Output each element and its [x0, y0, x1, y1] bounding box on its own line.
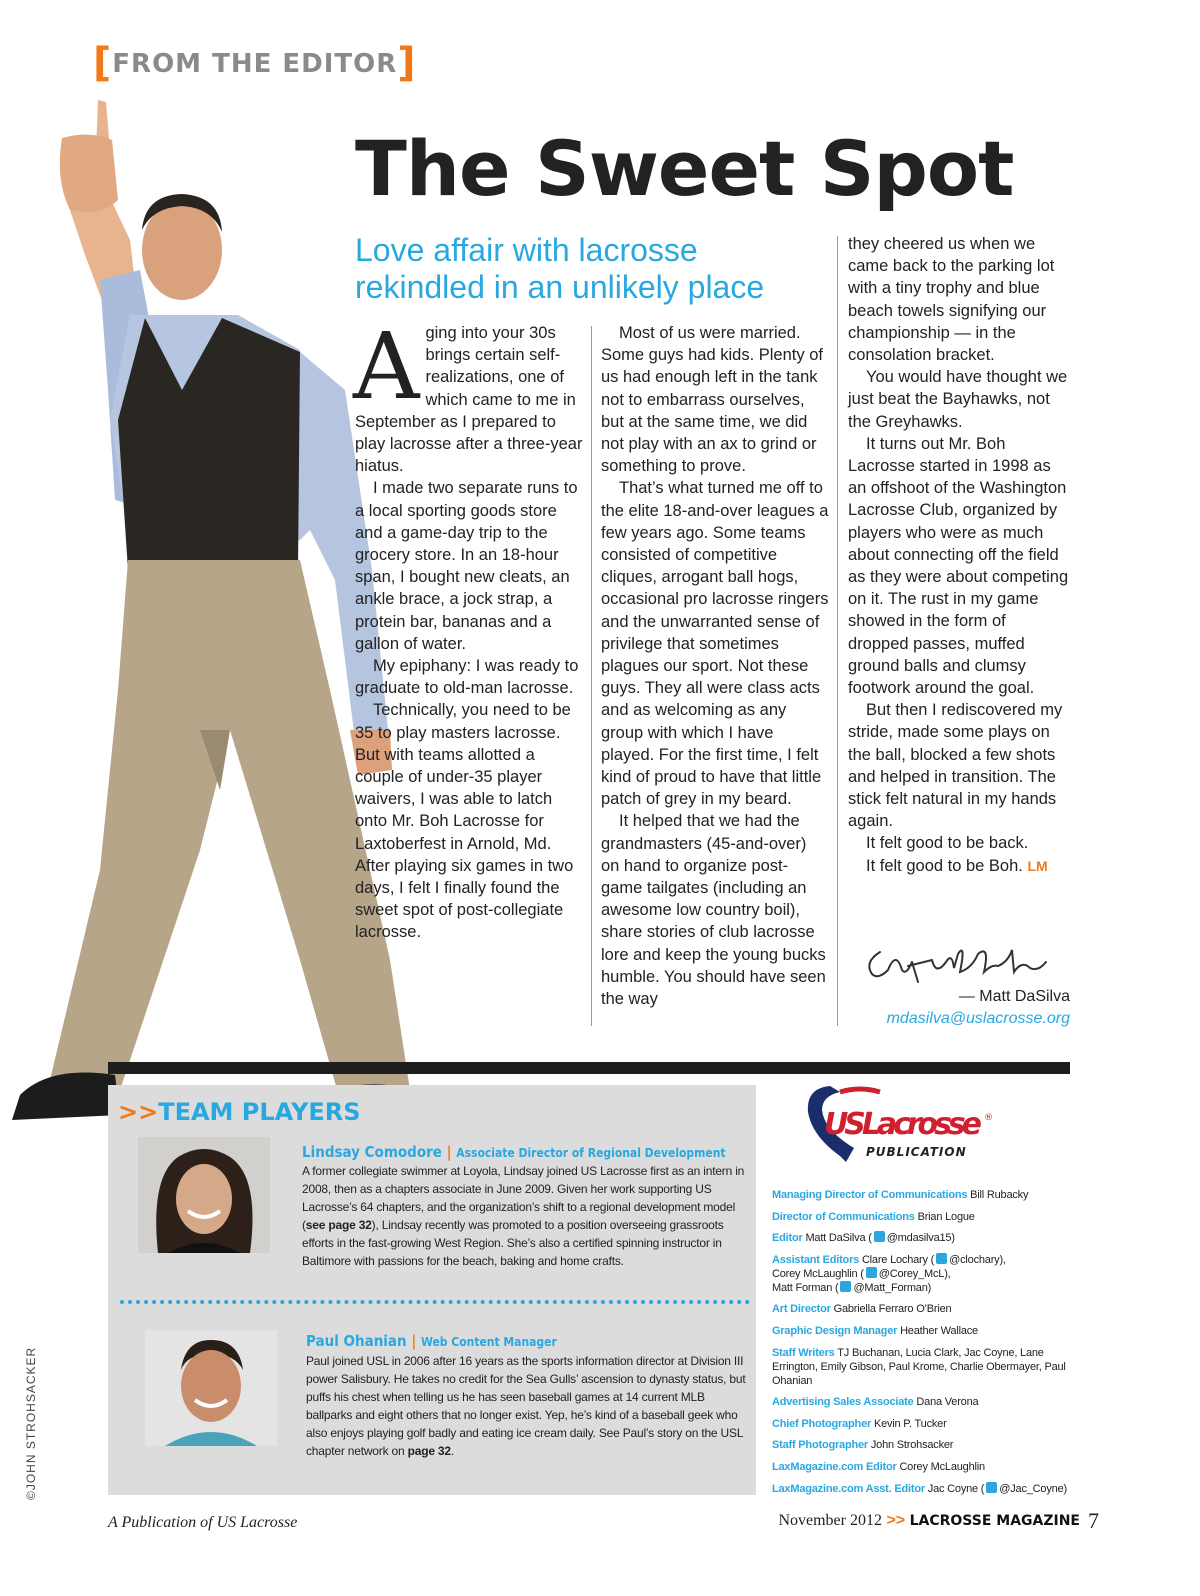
twitter-icon — [866, 1267, 877, 1278]
member-bio: Paul joined USL in 2006 after 16 years as the sports information director at Division III power Salisbury. He takes no credit for the Sea Gulls’ ascension to dynasty status, but puffs his chest when telling us he has seen baseball games at 14 current MLB ballparks and eight others that no longer exist. Yep, he’s kind of a baseball geek who also enjoys playing golf badly and eating ice cream daily. See Paul’s story on the USL chapter network on page 32. — [306, 1354, 746, 1458]
paragraph: Most of us were married. Some guys had kids. Plenty of us had enough left in the tank not to embarrass ourselves, but at the same time, we did not play with an ax to grind or something to prove. — [601, 324, 823, 476]
team-players-heading: >>TEAM PLAYERS — [118, 1098, 361, 1126]
drop-cap: A — [353, 313, 420, 420]
paragraph: Technically, you need to be 35 to play masters lacrosse. But with teams allotted a couple of under-35 player waivers, I was able to latch onto Mr. Boh Lacrosse for Laxtoberfest in Arnold, Md. After playing six games in two days, I felt I finally found the sweet spot of post-collegiate lacrosse. — [355, 701, 574, 942]
svg-text:USLacrosse: USLacrosse — [824, 1107, 982, 1142]
article-column-1 — [353, 313, 583, 944]
svg-text:PUBLICATION: PUBLICATION — [866, 1145, 967, 1159]
lindsay-photo — [138, 1137, 270, 1253]
author-email[interactable]: mdasilva@uslacrosse.org — [886, 1010, 1070, 1027]
paragraph: they cheered us when we came back to the parking lot with a tiny trophy and blue beach towels signifying our championship — in the consolation bracket. — [848, 235, 1055, 365]
member-name-row: Paul Ohanian | Web Content Manager — [306, 1332, 557, 1350]
masthead-entry: LaxMagazine.com Asst. Editor Jac Coyne ( @Jac_Coyne) — [772, 1482, 1067, 1495]
masthead-entry: Graphic Design Manager Heather Wallace — [772, 1324, 978, 1337]
article-column-3 — [848, 233, 1070, 877]
member-bio: A former collegiate swimmer at Loyola, Lindsay joined US Lacrosse first as an intern in 2008, then as a chapters associate in June 2009. Given her work supporting US Lacrosse’s 64 chapters, and the organization’s shift to a regional development model (see page 32), Lindsay recently was promoted to a position overseeing grassroots efforts in the fast-growing West Region. She’s also a certified spinning instructor in Baltimore with passions for the beach, baking and home crafts. — [302, 1164, 745, 1268]
author-signature: — Matt DaSilva — [958, 988, 1070, 1005]
masthead-entry: Assistant Editors Clare Lochary ( @clochary), Corey McLaughlin ( @Corey_McL), Matt Forman ( @Matt_Forman) — [772, 1253, 1006, 1294]
article-deck: Love affair with lacrosse rekindled in an unlikely place — [355, 232, 765, 305]
paragraph: It helped that we had the grandmasters (45-and-over) on hand to organize post-game tailgates (including an awesome low country boil), share stories of club lacrosse lore and keep the young bucks humble. You should have seen the way — [601, 812, 826, 1009]
paragraph: You would have thought we just beat the Bayhawks, not the Greyhawks. — [848, 368, 1068, 431]
twitter-icon — [986, 1482, 997, 1493]
masthead-entry: LaxMagazine.com Editor Corey McLaughlin — [772, 1460, 985, 1473]
twitter-icon — [840, 1281, 851, 1292]
article-column-2 — [601, 322, 829, 1010]
masthead-entry: Director of Communications Brian Logue — [772, 1210, 975, 1223]
paragraph: It turns out Mr. Boh Lacrosse started in 1998 as an offshoot of the Washington Lacrosse Club, organized by players who were as much about connecting off the field as they were about competing on it. The rust in my game showed in the form of dropped passes, muffed ground balls and clumsy footwork around the goal. — [848, 434, 1069, 698]
section-kicker: [FROM THE EDITOR] — [93, 40, 417, 86]
paragraph: It felt good to be back. — [866, 834, 1029, 853]
signature-image — [862, 932, 1052, 990]
article-title: The Sweet Spot — [355, 124, 1014, 213]
member-name-row: Lindsay Comodore | Associate Director of Regional Development — [302, 1143, 726, 1161]
masthead-entry: Staff Photographer John Strohsacker — [772, 1439, 954, 1452]
footer-issue: November 2012 >> LACROSSE MAGAZINE — [778, 1512, 1080, 1529]
masthead-entry: Managing Director of Communications Bill Rubacky — [772, 1189, 1029, 1201]
masthead-entry: Chief Photographer Kevin P. Tucker — [772, 1417, 947, 1430]
column-divider — [591, 326, 592, 1026]
twitter-icon — [874, 1231, 885, 1242]
masthead-entry: Advertising Sales Associate Dana Verona — [772, 1396, 979, 1409]
us-lacrosse-logo — [800, 1078, 1000, 1168]
column-divider — [837, 236, 838, 1026]
svg-text:®: ® — [984, 1113, 993, 1123]
paragraph: My epiphany: I was ready to graduate to old-man lacrosse. — [355, 657, 579, 698]
paragraph: I made two separate runs to a local sporting goods store and a game-day trip to the grocery store. In an 18-hour span, I bought new cleats, an ankle brace, a jock strap, a protein bar, bananas and a gallon of water. — [355, 479, 578, 653]
page-number: 7 — [1088, 1508, 1099, 1533]
masthead-entry: Art Director Gabriella Ferraro O’Brien — [772, 1303, 952, 1316]
paragraph: But then I rediscovered my stride, made some plays on the ball, blocked a few shots and helped in transition. The stick felt natural in my hands again. — [848, 701, 1063, 831]
masthead — [772, 1188, 1072, 1503]
footer-publication: A Publication of US Lacrosse — [108, 1514, 298, 1531]
section-divider-bar — [108, 1062, 1070, 1074]
paragraph: ging into your 30s brings certain self-realizations, one of which came to me in September as I prepared to play lacrosse after a three-year hiatus. — [355, 324, 583, 476]
twitter-icon — [936, 1253, 947, 1264]
paul-photo — [145, 1330, 277, 1446]
paragraph: It felt good to be Boh. LM — [866, 856, 1048, 875]
dotted-separator — [120, 1300, 750, 1304]
masthead-entry: Staff Writers TJ Buchanan, Lucia Clark, Jac Coyne, Lane Errington, Emily Gibson, Paul Krome, Charlie Obermayer, Paul Ohanian — [772, 1346, 1066, 1387]
end-mark: LM — [1027, 857, 1048, 874]
paragraph: That’s what turned me off to the elite 18-and-over leagues a few years ago. Some teams consisted of competitive cliques, arrogant ball hogs, occasional pro lacrosse ringers and the unwarranted sense of privilege that sometimes plagues our sport. Not these guys. They all were class acts and as welcoming as any group with which I have played. For the first time, I felt kind of proud to have that little patch of grey in my beard. — [601, 479, 829, 809]
photo-credit: ©JOHN STROHSACKER — [24, 1346, 38, 1500]
masthead-entry: Editor Matt DaSilva ( @mdasilva15) — [772, 1232, 955, 1245]
